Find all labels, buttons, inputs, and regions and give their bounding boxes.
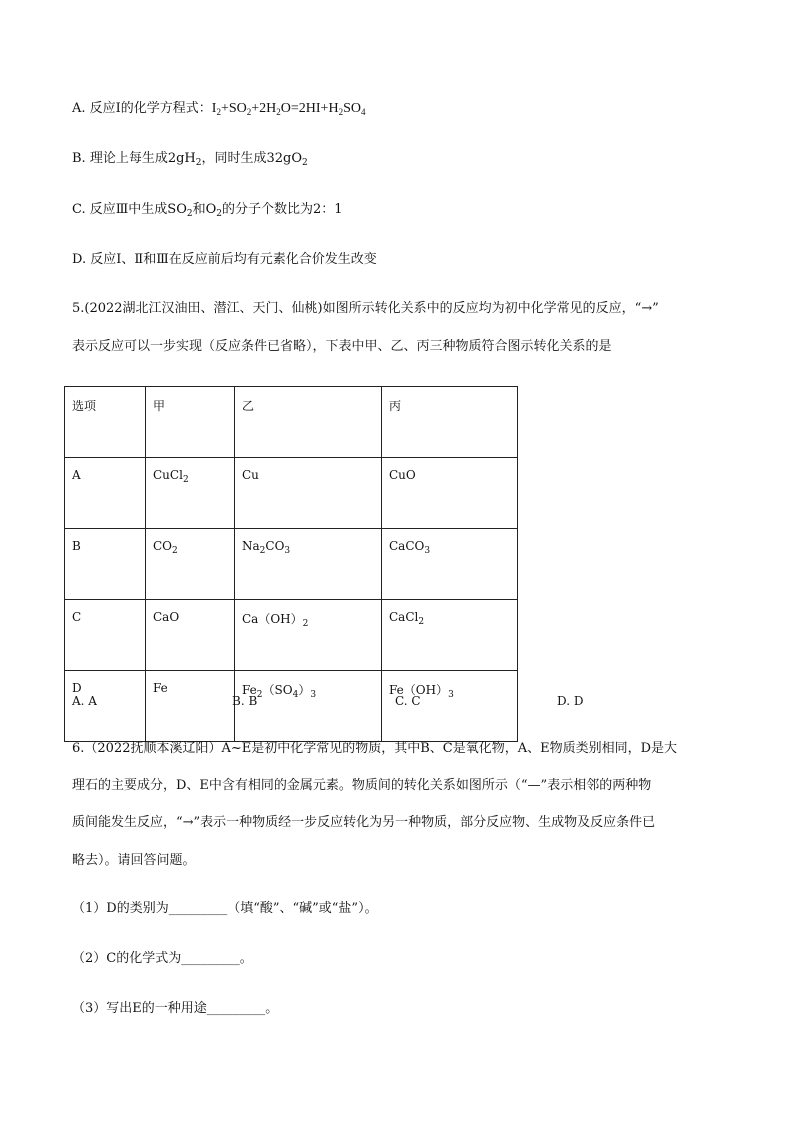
header-option: 选项 — [65, 387, 146, 458]
header-jia: 甲 — [146, 387, 235, 458]
cell-bing: CuO — [382, 458, 518, 529]
cell-bing: CaCO$_3$ — [382, 529, 518, 600]
cell-option: D — [65, 671, 146, 742]
q4-option-c: C. 反应Ⅲ中生成$SO_2$和$O_2$的分子个数比为2：1 — [72, 202, 343, 219]
q5-stem-line2: 表示反应可以一步实现（反应条件已省略），下表中甲、乙、丙三种物质符合图示转化关系的是 — [72, 339, 612, 354]
cell-jia: CuCl$_2$ — [146, 458, 235, 529]
cell-bing: CaCl$_2$ — [382, 600, 518, 671]
table-row — [65, 600, 518, 671]
cell-jia: $CO_2$ — [146, 529, 235, 600]
choice-d[interactable]: D. D — [557, 694, 584, 708]
q6-stem-line2: 理石的主要成分，D、E中含有相同的金属元素。物质间的转化关系如图所示（“—”表示相邻的两种物 — [72, 778, 652, 793]
table-row — [65, 529, 518, 600]
q6-subquestion-1: （1）D的类别为_________（填“酸”、“碱”或“盐”）。 — [72, 901, 378, 916]
table-row — [65, 458, 518, 529]
cell-option: C — [65, 600, 146, 671]
q4-option-b: B. 理论上每生成$2gH_2$，同时生成$32gO_2$ — [72, 151, 308, 168]
cell-jia: Fe — [146, 671, 235, 742]
q4-option-a-equation: $I_2+SO_2+2H_2O=2HI+H_2SO_4$ — [211, 101, 366, 117]
q4-option-a-text: A. 反应Ⅰ的化学方程式： — [72, 101, 212, 116]
choice-a[interactable]: A. A — [72, 694, 97, 708]
cell-bing: $Fe(OH)_3$ — [382, 671, 518, 742]
cell-option: B — [65, 529, 146, 600]
cell-yi: $Ca(OH)_2$ — [235, 600, 382, 671]
cell-option: A — [65, 458, 146, 529]
cell-yi: $Na_2CO_3$ — [235, 529, 382, 600]
cell-yi: $Fe_2(SO_4)_3$ — [235, 671, 382, 742]
cell-yi: Cu — [235, 458, 382, 529]
q5-table — [64, 386, 518, 742]
q6-subquestion-3: （3）写出E的一种用途_________。 — [72, 1001, 279, 1016]
q6-stem-line4: 略去）。请回答问题。 — [72, 853, 196, 868]
q4-option-d: D. 反应Ⅰ、Ⅱ和Ⅲ在反应前后均有元素化合价发生改变 — [72, 252, 377, 267]
choice-b[interactable]: B. B — [232, 694, 258, 708]
cell-jia: CaO — [146, 600, 235, 671]
q6-subquestion-2: （2）C的化学式为_________。 — [72, 951, 253, 966]
q5-stem-line1: 5.(2022湖北江汉油田、潜江、天门、仙桃)如图所示转化关系中的反应均为初中化学常见的反应，“→” — [72, 301, 659, 316]
header-yi: 乙 — [235, 387, 382, 458]
q4-option-a — [72, 99, 365, 122]
q5-choices — [72, 691, 583, 711]
header-bing: 丙 — [382, 387, 518, 458]
q6-stem-line3: 质间能发生反应，“→”表示一种物质经一步反应转化为另一种物质，部分反应物、生成物及反应条件已 — [72, 815, 656, 830]
table-header-row — [65, 387, 518, 458]
q6-stem-line1: 6.（2022抚顺本溪辽阳）A~E是初中化学常见的物质，其中B、C是氧化物，A、E物质类别相同，D是大 — [72, 741, 678, 756]
choice-c[interactable]: C. C — [395, 694, 421, 708]
